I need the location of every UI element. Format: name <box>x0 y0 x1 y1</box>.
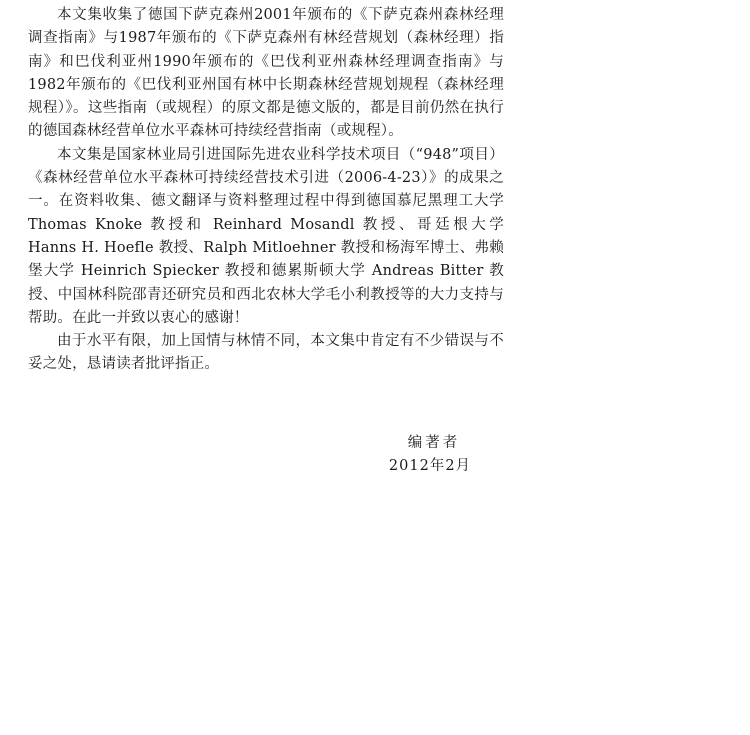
paragraph-acknowledgements: 本文集是国家林业局引进国际先进农业科学技术项目（“948”项目）《森林经营单位水平森林可持续经营技术引进（2006-4-23）》的成果之一。在资料收集、德文翻译与资料整理过程中得到德国慕尼黑理工大学 Thomas Knoke 教授和 Reinhard Mosandl 教授、哥廷根大学 Hanns H. Hoefle 教授、Ralph Mitloehner 教授和杨海军博士、弗赖堡大学 Heinrich Spiecker 教授和德累斯顿大学 Andreas Bitter 教授、中国林科院邵青还研究员和西北农林大学毛小利教授等的大力支持与帮助。在此一并致以衷心的感谢！ <box>28 146 504 326</box>
signature-date: 2012年2月 <box>388 458 472 474</box>
preface-body <box>28 4 504 377</box>
signature-author: 编著者 <box>407 435 461 451</box>
signature-block <box>370 432 490 478</box>
paragraph-disclaimer: 由于水平有限，加上国情与林情不同，本文集中肯定有不少错误与不妥之处，恳请读者批评指正。 <box>28 333 504 373</box>
paragraph-sources: 本文集收集了德国下萨克森州2001年颁布的《下萨克森州森林经理调查指南》与1987年颁布的《下萨克森州有林经营规划（森林经理）指南》和巴伐利亚州1990年颁布的《巴伐利亚州森林经理调查指南》与1982年颁布的《巴伐利亚州国有林中长期森林经营规划规程（森林经理规程）》。这些指南（或规程）的原文都是德文版的，都是目前仍然在执行的德国森林经营单位水平森林可持续经营指南（或规程）。 <box>28 7 504 140</box>
